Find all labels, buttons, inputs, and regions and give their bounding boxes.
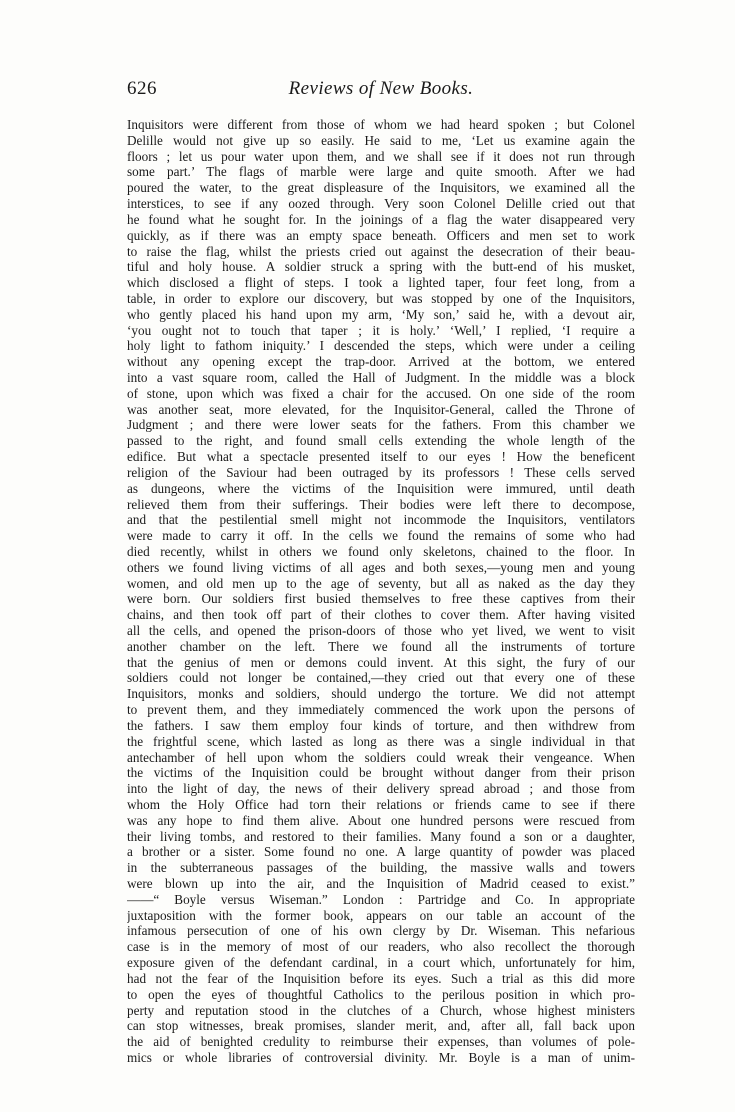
text-line: to raise the flag, whilst the priests cried out against the desecration of their beau- bbox=[127, 243, 635, 259]
text-line: antechamber of hell upon whom the soldiers could wreak their vengeance. When bbox=[127, 749, 635, 765]
text-line: was any hope to find them alive. About one hundred persons were rescued from bbox=[127, 812, 635, 828]
text-line: to open the eyes of thoughtful Catholics to the perilous position in which pro- bbox=[127, 986, 635, 1002]
text-line: to prevent them, and they immediately commenced the work upon the persons of bbox=[127, 702, 635, 718]
text-line: he found what he sought for. In the joinings of a flag the water disappeared very bbox=[127, 211, 635, 227]
text-line: were made to carry it off. In the cells we found the remains of some who had bbox=[127, 528, 635, 544]
text-line: religion of the Saviour had been outraged by its professors ! These cells served bbox=[127, 464, 635, 480]
text-line: Judgment ; and there were lower seats for the fathers. From this chamber we bbox=[127, 417, 635, 433]
text-line: Inquisitors, monks and soldiers, should undergo the torture. We did not attempt bbox=[127, 686, 635, 702]
text-line: died recently, whilst in others we found only skeletons, chained to the floor. In bbox=[127, 543, 635, 559]
text-line: into a vast square room, called the Hall of Judgment. In the middle was a block bbox=[127, 370, 635, 385]
text-line: poured the water, to the great displeasure of the Inquisitors, we examined all the bbox=[127, 180, 635, 196]
text-line: women, and old men up to the age of seventy, but all as naked as the day they bbox=[127, 575, 635, 591]
text-line: whom the Holy Office had torn their relations or friends came to see if there bbox=[127, 796, 635, 812]
text-line: Inquisitors were different from those of whom we had heard spoken ; but Colonel bbox=[127, 117, 635, 132]
text-line: exposure given of the defendant cardinal, in a court which, unfortunately for him, bbox=[127, 955, 635, 971]
body-text bbox=[127, 117, 635, 1066]
text-line: juxtaposition with the former book, appears on our table an account of the bbox=[127, 907, 635, 923]
running-title: Reviews of New Books. bbox=[288, 78, 474, 99]
text-line: ‘you ought not to touch that taper ; it is holy.’ ‘Well,’ I replied, ‘I require a bbox=[127, 322, 635, 338]
text-line: chains, and then took off part of their clothes to cover them. After having visited bbox=[127, 607, 635, 623]
text-line: the victims of the Inquisition could be brought without danger from their prison bbox=[127, 765, 635, 781]
text-line: who gently placed his hand upon my arm, ‘My son,’ said he, with a devout air, bbox=[127, 306, 635, 322]
text-line: relieved them from their sufferings. Their bodies were left there to decompose, bbox=[127, 496, 635, 512]
page-header bbox=[127, 78, 635, 108]
text-line: and that the pestilential smell might not incommode the Inquisitors, ventilators bbox=[127, 512, 635, 528]
text-line: can stop witnesses, break promises, slander merit, and, after all, fall back upon bbox=[127, 1018, 635, 1034]
text-line: that the genius of men or demons could invent. At this sight, the fury of our bbox=[127, 654, 635, 670]
text-line: floors ; let us pour water upon them, and we shall see if it does not run through bbox=[127, 148, 635, 164]
text-line: without any opening except the trap-door. Arrived at the bottom, we entered bbox=[127, 354, 635, 370]
text-line: holy light to fathom iniquity.’ I descended the steps, which were under a ceiling bbox=[127, 338, 635, 354]
text-line: another chamber on the left. There we found all the instruments of torture bbox=[127, 638, 635, 654]
text-line: had not the fear of the Inquisition before its eyes. Such a trial as this did more bbox=[127, 970, 635, 986]
text-line: were blown up into the air, and the Inquisition of Madrid ceased to exist.” bbox=[127, 876, 635, 891]
text-line: which disclosed a flight of steps. I took a lighted taper, four feet long, from a bbox=[127, 275, 635, 291]
text-line: edifice. But what a spectacle presented itself to our eyes ! How the beneficent bbox=[127, 449, 635, 465]
text-line: the frightful scene, which lasted as long as there was a single individual in that bbox=[127, 733, 635, 749]
text-line: tiful and holy house. A soldier struck a spring with the butt-end of his musket, bbox=[127, 259, 635, 275]
text-line: was another seat, more elevated, for the Inquisitor-General, called the Throne of bbox=[127, 401, 635, 417]
text-line: their living tombs, and restored to their families. Many found a son or a daughter, bbox=[127, 828, 635, 844]
text-line: into the light of day, the news of their delivery spread abroad ; and those from bbox=[127, 781, 635, 797]
text-line: ——“ Boyle versus Wiseman.” London : Partridge and Co. In appropriate bbox=[127, 891, 635, 907]
text-line: were born. Our soldiers first busied themselves to free these captives from their bbox=[127, 591, 635, 607]
text-line: in the subterraneous passages of the building, the massive walls and towers bbox=[127, 860, 635, 876]
text-line: the aid of benighted credulity to reimburse their expenses, than volumes of pole- bbox=[127, 1034, 635, 1050]
text-line: quickly, as if there was an empty space beneath. Officers and men set to work bbox=[127, 227, 635, 243]
text-line: Delille would not give up so easily. He said to me, ‘Let us examine again the bbox=[127, 132, 635, 148]
page-number: 626 bbox=[127, 78, 157, 99]
text-line: case is in the memory of most of our readers, who also recollect the thorough bbox=[127, 939, 635, 955]
text-line: passed to the right, and found small cells extending the whole length of the bbox=[127, 433, 635, 449]
text-line: infamous persecution of one of his own clergy by Dr. Wiseman. This nefarious bbox=[127, 923, 635, 939]
text-line: soldiers could not longer be contained,—they cried out that every one of these bbox=[127, 670, 635, 686]
text-line: interstices, to see if any oozed through. Very soon Colonel Delille cried out that bbox=[127, 196, 635, 212]
text-line: a brother or a sister. Some found no one. A large quantity of powder was placed bbox=[127, 844, 635, 860]
text-line: all the cells, and opened the prison-doors of those who yet lived, we went to visit bbox=[127, 623, 635, 638]
text-line: some part.’ The flags of marble were large and quite smooth. After we had bbox=[127, 164, 635, 180]
text-line: the fathers. I saw them employ four kinds of torture, and then withdrew from bbox=[127, 717, 635, 733]
text-line: as dungeons, where the victims of the Inquisition were immured, until death bbox=[127, 480, 635, 496]
text-line: others we found living victims of all ages and both sexes,—young men and young bbox=[127, 559, 635, 575]
text-line: of stone, upon which was fixed a chair for the accused. On one side of the room bbox=[127, 385, 635, 401]
text-line: table, in order to explore our discovery, but was stopped by one of the Inquisitors, bbox=[127, 290, 635, 306]
text-line: mics or whole libraries of controversial divinity. Mr. Boyle is a man of unim- bbox=[127, 1049, 635, 1065]
text-line: perty and reputation stood in the clutches of a Church, whose highest ministers bbox=[127, 1002, 635, 1018]
